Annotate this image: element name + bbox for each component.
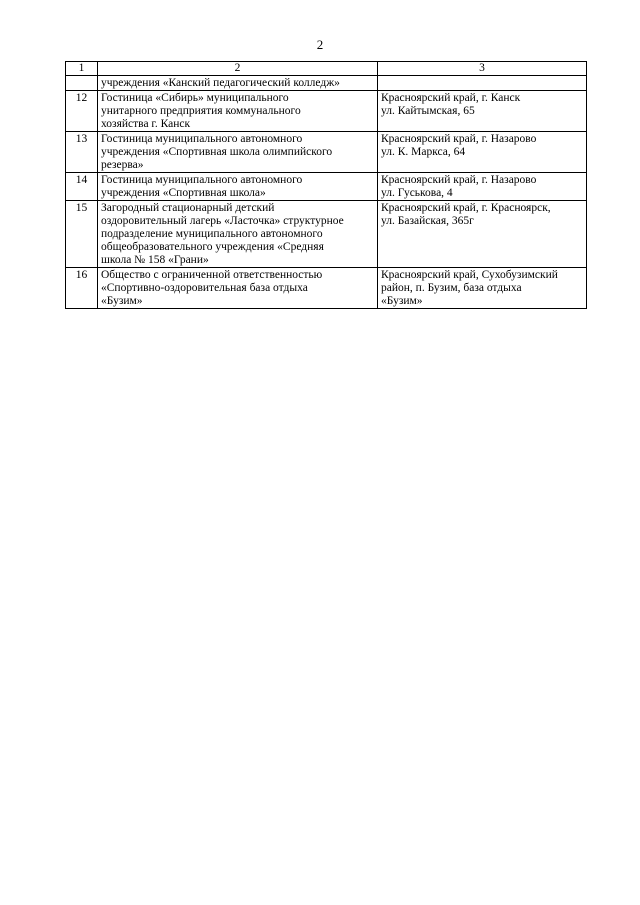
facility-name xyxy=(98,91,378,132)
row-number: 13 xyxy=(66,132,98,173)
facility-name-line: подразделение муниципального автономного xyxy=(101,228,323,240)
row-number: 14 xyxy=(66,173,98,201)
facilities-table xyxy=(65,61,587,309)
facility-address-line: Красноярский край, г. Назарово xyxy=(381,174,537,186)
facility-address xyxy=(378,268,587,309)
facility-address xyxy=(378,91,587,132)
table-row xyxy=(66,173,587,201)
facility-name-line: оздоровительный лагерь «Ласточка» структурное xyxy=(101,215,344,227)
table-row xyxy=(66,91,587,132)
facility-name xyxy=(98,201,378,268)
facility-name-line: учреждения «Спортивная школа олимпийского xyxy=(101,146,333,158)
header-col-3: 3 xyxy=(378,62,587,76)
facility-name-line: Гостиница муниципального автономного xyxy=(101,174,303,186)
facility-name-line: Гостиница муниципального автономного xyxy=(101,133,303,145)
facility-name-line: общеобразовательного учреждения «Средняя xyxy=(101,241,324,253)
table-row xyxy=(66,268,587,309)
facility-address-line: «Бузим» xyxy=(381,295,423,307)
facility-name xyxy=(98,132,378,173)
facility-address xyxy=(378,173,587,201)
facility-address-line: Красноярский край, г. Назарово xyxy=(381,133,537,145)
facility-name-line: Общество с ограниченной ответственностью xyxy=(101,269,323,281)
facility-name xyxy=(98,173,378,201)
facility-name-line: хозяйства г. Канск xyxy=(101,118,191,130)
facility-name-line: школа № 158 «Грани» xyxy=(101,254,209,266)
facility-name-line: учреждения «Спортивная школа» xyxy=(101,187,266,199)
facility-address xyxy=(378,201,587,268)
header-col-2: 2 xyxy=(98,62,378,76)
facility-address-line: ул. Кайтымская, 65 xyxy=(381,105,475,117)
facility-name-line: резерва» xyxy=(101,159,144,171)
facility-name xyxy=(98,268,378,309)
facility-name-line: унитарного предприятия коммунального xyxy=(101,105,301,117)
facility-address-line: Красноярский край, г. Канск xyxy=(381,92,521,104)
facility-address-line: ул. К. Маркса, 64 xyxy=(381,146,466,158)
page-number: 2 xyxy=(316,37,324,52)
facility-address-line: Красноярский край, г. Красноярск, xyxy=(381,202,551,214)
facility-address-line: Красноярский край, Сухобузимский xyxy=(381,269,558,281)
facility-address-line: ул. Гуськова, 4 xyxy=(381,187,453,199)
facility-name-line: Загородный стационарный детский xyxy=(101,202,275,214)
table-row-continuation xyxy=(66,76,587,91)
row-number: 15 xyxy=(66,201,98,268)
table-row xyxy=(66,201,587,268)
table-row xyxy=(66,132,587,173)
facility-name-line: «Спортивно-оздоровительная база отдыха xyxy=(101,282,308,294)
facility-address-line: район, п. Бузим, база отдыха xyxy=(381,282,522,294)
facility-address xyxy=(378,76,587,91)
facility-name-line: учреждения «Канский педагогический колледж» xyxy=(101,77,340,89)
facility-name-line: Гостиница «Сибирь» муниципального xyxy=(101,92,289,104)
row-number xyxy=(66,76,98,91)
table-header-row xyxy=(66,62,587,76)
facility-address-line: ул. Базайская, 365г xyxy=(381,215,474,227)
header-col-1: 1 xyxy=(66,62,98,76)
facility-address xyxy=(378,132,587,173)
facility-name xyxy=(98,76,378,91)
row-number: 16 xyxy=(66,268,98,309)
facility-name-line: «Бузим» xyxy=(101,295,143,307)
row-number: 12 xyxy=(66,91,98,132)
